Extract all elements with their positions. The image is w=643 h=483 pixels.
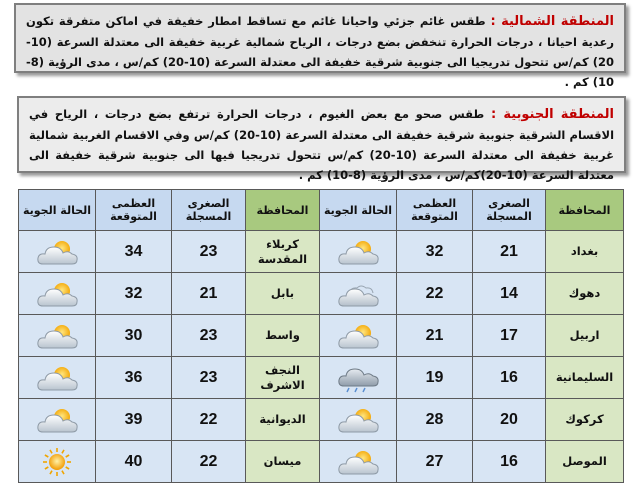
south-region-heading: المنطقة الجنوبية : — [490, 107, 615, 122]
max-temp-cell: 27 — [397, 441, 473, 483]
max-temp-cell: 19 — [397, 357, 473, 399]
table-row — [19, 399, 624, 441]
max-temp-cell: 28 — [397, 399, 473, 441]
governorate-cell: دهوك — [546, 273, 624, 315]
min-temp-cell: 16 — [473, 441, 546, 483]
min-temp-cell: 14 — [473, 273, 546, 315]
cloud-icon — [335, 279, 381, 309]
table-row — [19, 441, 624, 483]
north-region-heading: المنطقة الشمالية : — [490, 14, 615, 29]
sun-cloud-icon — [34, 279, 80, 309]
governorate-cell: ميسان — [246, 441, 320, 483]
weather-cell — [320, 399, 397, 441]
table-row — [19, 231, 624, 273]
weather-cell — [19, 441, 96, 483]
sun-cloud-icon — [34, 321, 80, 351]
min-temp-cell: 22 — [172, 399, 246, 441]
min-temp-cell: 20 — [473, 399, 546, 441]
governorate-cell: بابل — [246, 273, 320, 315]
max-temp-cell: 32 — [96, 273, 172, 315]
table-header-row — [19, 190, 624, 231]
governorate-cell: واسط — [246, 315, 320, 357]
table-row — [19, 357, 624, 399]
header-governorate: المحافظة — [546, 190, 624, 231]
sun-cloud-icon — [34, 237, 80, 267]
header-governorate: المحافظة — [246, 190, 320, 231]
max-temp-cell: 36 — [96, 357, 172, 399]
south-region-box — [17, 96, 626, 182]
max-temp-cell: 22 — [397, 273, 473, 315]
weather-cell — [320, 357, 397, 399]
header-weather-condition: الحالة الجوية — [320, 190, 397, 231]
governorate-cell: الموصل — [546, 441, 624, 483]
min-temp-cell: 21 — [473, 231, 546, 273]
governorate-cell: كربلاء المقدسة — [246, 231, 320, 273]
weather-cell — [19, 315, 96, 357]
header-min-recorded: الصغرى المسجلة — [473, 190, 546, 231]
sun-cloud-icon — [335, 405, 381, 435]
header-weather-condition: الحالة الجوية — [19, 190, 96, 231]
weather-cell — [320, 315, 397, 357]
min-temp-cell: 23 — [172, 315, 246, 357]
header-max-expected: العظمى المتوقعة — [397, 190, 473, 231]
weather-cell — [19, 273, 96, 315]
min-temp-cell: 16 — [473, 357, 546, 399]
sun-cloud-icon — [335, 447, 381, 477]
sun-cloud-icon — [335, 237, 381, 267]
max-temp-cell: 40 — [96, 441, 172, 483]
min-temp-cell: 17 — [473, 315, 546, 357]
governorate-cell: السليمانية — [546, 357, 624, 399]
weather-table — [18, 189, 624, 483]
max-temp-cell: 32 — [397, 231, 473, 273]
weather-cell — [320, 441, 397, 483]
max-temp-cell: 21 — [397, 315, 473, 357]
min-temp-cell: 23 — [172, 231, 246, 273]
max-temp-cell: 30 — [96, 315, 172, 357]
weather-cell — [19, 399, 96, 441]
rain-cloud-icon — [335, 363, 381, 393]
governorate-cell: الديوانية — [246, 399, 320, 441]
sun-cloud-icon — [34, 363, 80, 393]
table-row — [19, 315, 624, 357]
governorate-cell: النجف الاشرف — [246, 357, 320, 399]
min-temp-cell: 21 — [172, 273, 246, 315]
max-temp-cell: 39 — [96, 399, 172, 441]
weather-cell — [320, 231, 397, 273]
governorate-cell: كركوك — [546, 399, 624, 441]
sun-cloud-icon — [34, 405, 80, 435]
weather-cell — [19, 357, 96, 399]
weather-cell — [19, 231, 96, 273]
sun-cloud-icon — [335, 321, 381, 351]
table-row — [19, 273, 624, 315]
north-region-text: طقس غائم جزئي واحيانا غائم مع تساقط امطار خفيفة في اماكن متفرقة تكون رعدية احيانا ، درجات الحرارة تنخفض بضع درجات ، الرياح شمالية غربية خفيفة الى معتدلة السرعة (10-20) كم/س تتحول تدريجيا الى جنوبية شرقية خفيفة الى معتدلة السرعة (10-20) كم/س ، مدى الرؤية (8-10) كم . — [26, 14, 614, 89]
north-region-box — [14, 3, 626, 89]
south-region-text: طقس صحو مع بعض الغيوم ، درجات الحرارة ترتفع بضع درجات ، الرياح في الاقسام الشرقية جنوبية شرقية خفيفة الى معتدلة السرعة (10-20) كم/س وفي الاقسام الغربية شمالية غربية خفيفة الى معتدلة السرعة (10-20) كم/س تتحول تدريجيا فيها الى جنوبية شرقية خفيفة الى معتدلة السرعة (10-20)كم/س ، مدى الرؤية (8-10) كم . — [29, 107, 615, 182]
min-temp-cell: 22 — [172, 441, 246, 483]
max-temp-cell: 34 — [96, 231, 172, 273]
governorate-cell: بغداد — [546, 231, 624, 273]
weather-cell — [320, 273, 397, 315]
header-max-expected: العظمى المتوقعة — [96, 190, 172, 231]
header-min-recorded: الصغرى المسجلة — [172, 190, 246, 231]
governorate-cell: اربيل — [546, 315, 624, 357]
min-temp-cell: 23 — [172, 357, 246, 399]
sun-icon — [34, 447, 80, 477]
